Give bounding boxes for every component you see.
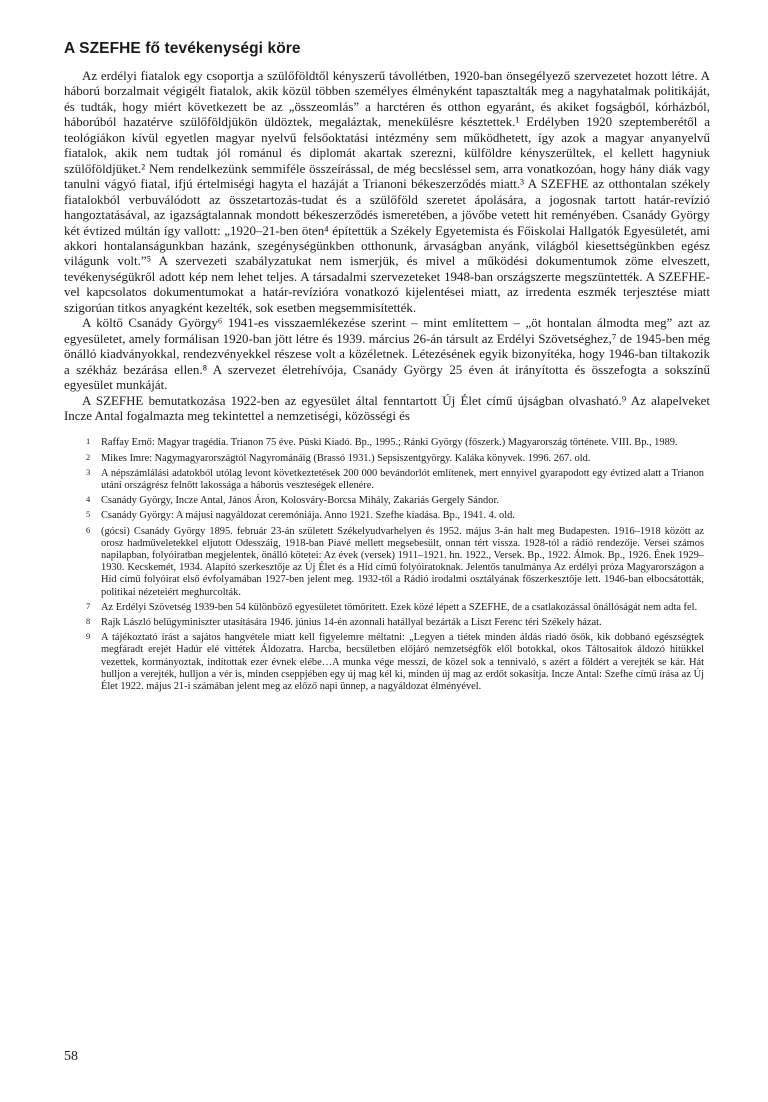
paragraph-3: A SZEFHE bemutatkozása 1922-ben az egyesület által fenntartott Új Élet című újságban olvasható.⁹ Az alapelveket Incze Antal fogalmazta meg tekintettel a nemzetiségi, közösségi és bbox=[64, 392, 710, 423]
footnote-text: Az Erdélyi Szövetség 1939-ben 54 különböző egyesületet tömörített. Ezek közé lépett a SZEFHE, de a csatlakozással önállóságát nem adta fel. bbox=[101, 601, 698, 613]
footnote-text: A népszámlálási adatokból utólag levont következtetések 200 000 bevándorlót említenek, mert ennyivel gyarapodott egy évtized alatt a Trianon utáni országrész felnőtt lakossága a háborús veszteségek ellenére. bbox=[101, 467, 704, 492]
footnote-number: 5 bbox=[86, 509, 91, 520]
footnote bbox=[86, 468, 704, 492]
footnote-text: Mikes Imre: Nagymagyarországtól Nagyrománáig (Brassó 1931.) Sepsiszentgyörgy. Kaláka könyvek. 1996. 267. old. bbox=[101, 452, 591, 464]
footnote bbox=[86, 453, 704, 465]
footnote bbox=[86, 495, 704, 507]
footnote-text: Raffay Ernő: Magyar tragédia. Trianon 75 éve. Püski Kiadó. Bp., 1995.; Ránki György (főszerk.) Magyarország története. VIII. Bp., 1989. bbox=[101, 437, 678, 449]
footnote-number: 9 bbox=[86, 631, 91, 642]
section-heading: A SZEFHE fő tevékenységi köre bbox=[64, 40, 301, 57]
footnote bbox=[86, 510, 704, 522]
footnote-number: 6 bbox=[86, 524, 91, 535]
document-page bbox=[64, 40, 710, 696]
footnotes bbox=[86, 437, 704, 693]
footnote-number: 1 bbox=[86, 436, 91, 447]
footnote bbox=[86, 437, 704, 449]
body-text bbox=[64, 68, 710, 423]
footnote-number: 8 bbox=[86, 616, 91, 627]
footnote-number: 2 bbox=[86, 451, 91, 462]
footnote-text: Csanády György: A májusi nagyáldozat ceremóniája. Anno 1921. Szefhe kiadása. Bp., 1941. 4. old. bbox=[101, 510, 515, 522]
footnote-number: 3 bbox=[86, 466, 91, 477]
footnote bbox=[86, 617, 704, 629]
footnote-number: 7 bbox=[86, 600, 91, 611]
footnote-text: Rajk László belügyminiszter utasítására 1946. június 14-én azonnali hatállyal bezárták a Liszt Ferenc téri Székely házat. bbox=[101, 617, 602, 629]
footnote bbox=[86, 602, 704, 614]
paragraph-2: A költő Csanády György⁶ 1941-es visszaemlékezése szerint – mint említettem – „öt hontalan álmodta meg” azt az egyesületet, amely formálisan 1920-ban jött létre és 1939. március 26-án társult az Erdélyi Szövetséghez,⁷ de 1945-ben még önálló kiadványokkal, rendezvényekkel részese volt a közéletnek. Létezésének egyik bizonyítéka, hogy 1946-ban tiltakozik a székház bezárása ellen.⁸ A szervezet életrehívója, Csanády György 25 éven át irányította és összefogta a sokszínű egyesület munkáját. bbox=[64, 315, 710, 393]
footnote-number: 4 bbox=[86, 494, 91, 505]
paragraph-1: Az erdélyi fiatalok egy csoportja a szülőföldtől kényszerű távollétben, 1920-ban önsegélyező szervezetet hozott létre. A háború borzalmait végigélt fiatalok, akik közül többen személyes élményként tapasztalták meg a nagyhatalmak politikáját, és tudták, hogy miért következett be az „összeomlás” a harctéren és otthon egyaránt, és akiket fogságból, kórházból, háborúból hazatérve szülőföldjükön üldöztek, megaláztak, menekülésre késztettek.¹ Erdélyben 1920 szeptemberétől a teológiákon kívül egyetlen magyar nyelvű felsőoktatási intézmény sem működhetett, így azok a magyar anyanyelvű fiatalok, akik nem tudtak jól románul és diplomát akartak szerezni, külföldre kényszerültek, el kellett hagyniuk szülőföldjüket.² Nem rendelkezünk semmiféle összeírással, de még becsléssel sem, arra vonatkozóan, hogy hány diák vagy tanulni vágyó fiatal, ifjú értelmiségi hagyta el hazáját a Trianoni békeszerződés miatt.³ A SZEFHE az otthontalan székely fiatalokból verbuválódott az összetartozás-tudat és a szülőföld szeretet ápolására, a jogosnak tartott határ-revízió hangoztatásával, az igazságtalannak mondott békeszerződés ismeretében, a jövőbe vetett hit reményében. Csanády György két évtized múltán így vallott: „1920–21-ben öten⁴ építettük a Székely Egyetemista és Főiskolai Hallgatók Egyesületét, ami akkori hontalanságunkban hazánk, szegénységünkben otthonunk, árvaságban anyánk, világból kiesettségünkben egész világunk volt.”⁵ A szervezeti szabályzatukat nem ismerjük, és mivel a működési dokumentumok zöme elveszett, tevékenységükről adott kép nem lehet teljes. A társadalmi szervezeteket 1948-ban országszerte megszüntették. A SZEFHE-vel kapcsolatos dokumentumokat a határ-revízióra vonatkozó kijelentései miatt, az irredenta eszmék terjesztése miatt szigorúan titkos anyagként kezelték, sok esetben megsemmisítették. bbox=[64, 68, 710, 315]
footnote-text: A tájékoztató írást a sajátos hangvétele miatt kell figyelemre méltatni: „Legyen a tiétek minden áldás riadó ősök, kik dobbanó egészségtek megfáradt erejét Hadúr elé vittétek Áldozatra. Harcba, becsületben előjáró nemzetségfők elől botokkal, okos Táltosaitok áldozó hitükkel vezettek, kormányoztak, indítottak ezer évnek elébe…A munka vége messzi, de közel sok a tennivaló, s azért a földért a verejték se kár. Hát hulljon a verejték, hulljon a vér is, minden cseppjében egy új mag kél ki, minden új mag az erdőt sokasítja. Incze Antal: Szefhe című írása az Új Élet 1922. május 21-i számában jelent meg az előző napi ünnep, a nagyáldozat élményével. bbox=[101, 632, 704, 693]
footnote bbox=[86, 526, 704, 599]
footnote-text: (gócsi) Csanády György 1895. február 23-án született Székelyudvarhelyen és 1952. május 3-án halt meg Budapesten. 1916–1918 között az orosz hadműveletekkel eljutott Odesszáig, 1918-ban Piavé mellett megsebesült, onnan tért vissza. 1928-tól a rádió rendezője. Versei számos napilapban, folyóiratban megjelentek, önálló kötetei: Az évek (versek) 1911–1921. hn. 1922., Versek. Bp., 1922. Álmok. Bp., 1926. Ének 1929–1930. Kecskemét, 1934. Alapító szerkesztője az Új Élet és a Híd című folyóiratoknak. Jelentős tanulmánya Az erdélyi próza Magyarországon a Híd című folyóirat első évfolyamában 1927-ben jelent meg. 1932-től a Rádió irodalmi osztályának főszerkesztője lett. 1946-ban elbocsátották, politikai nézeteiért meghurcolták. bbox=[101, 525, 704, 598]
footnote bbox=[86, 632, 704, 693]
page-number: 58 bbox=[64, 1049, 78, 1064]
footnote-text: Csanády György, Incze Antal, János Áron, Kolosváry-Borcsa Mihály, Zakariás Gergely Sándor. bbox=[101, 495, 499, 507]
